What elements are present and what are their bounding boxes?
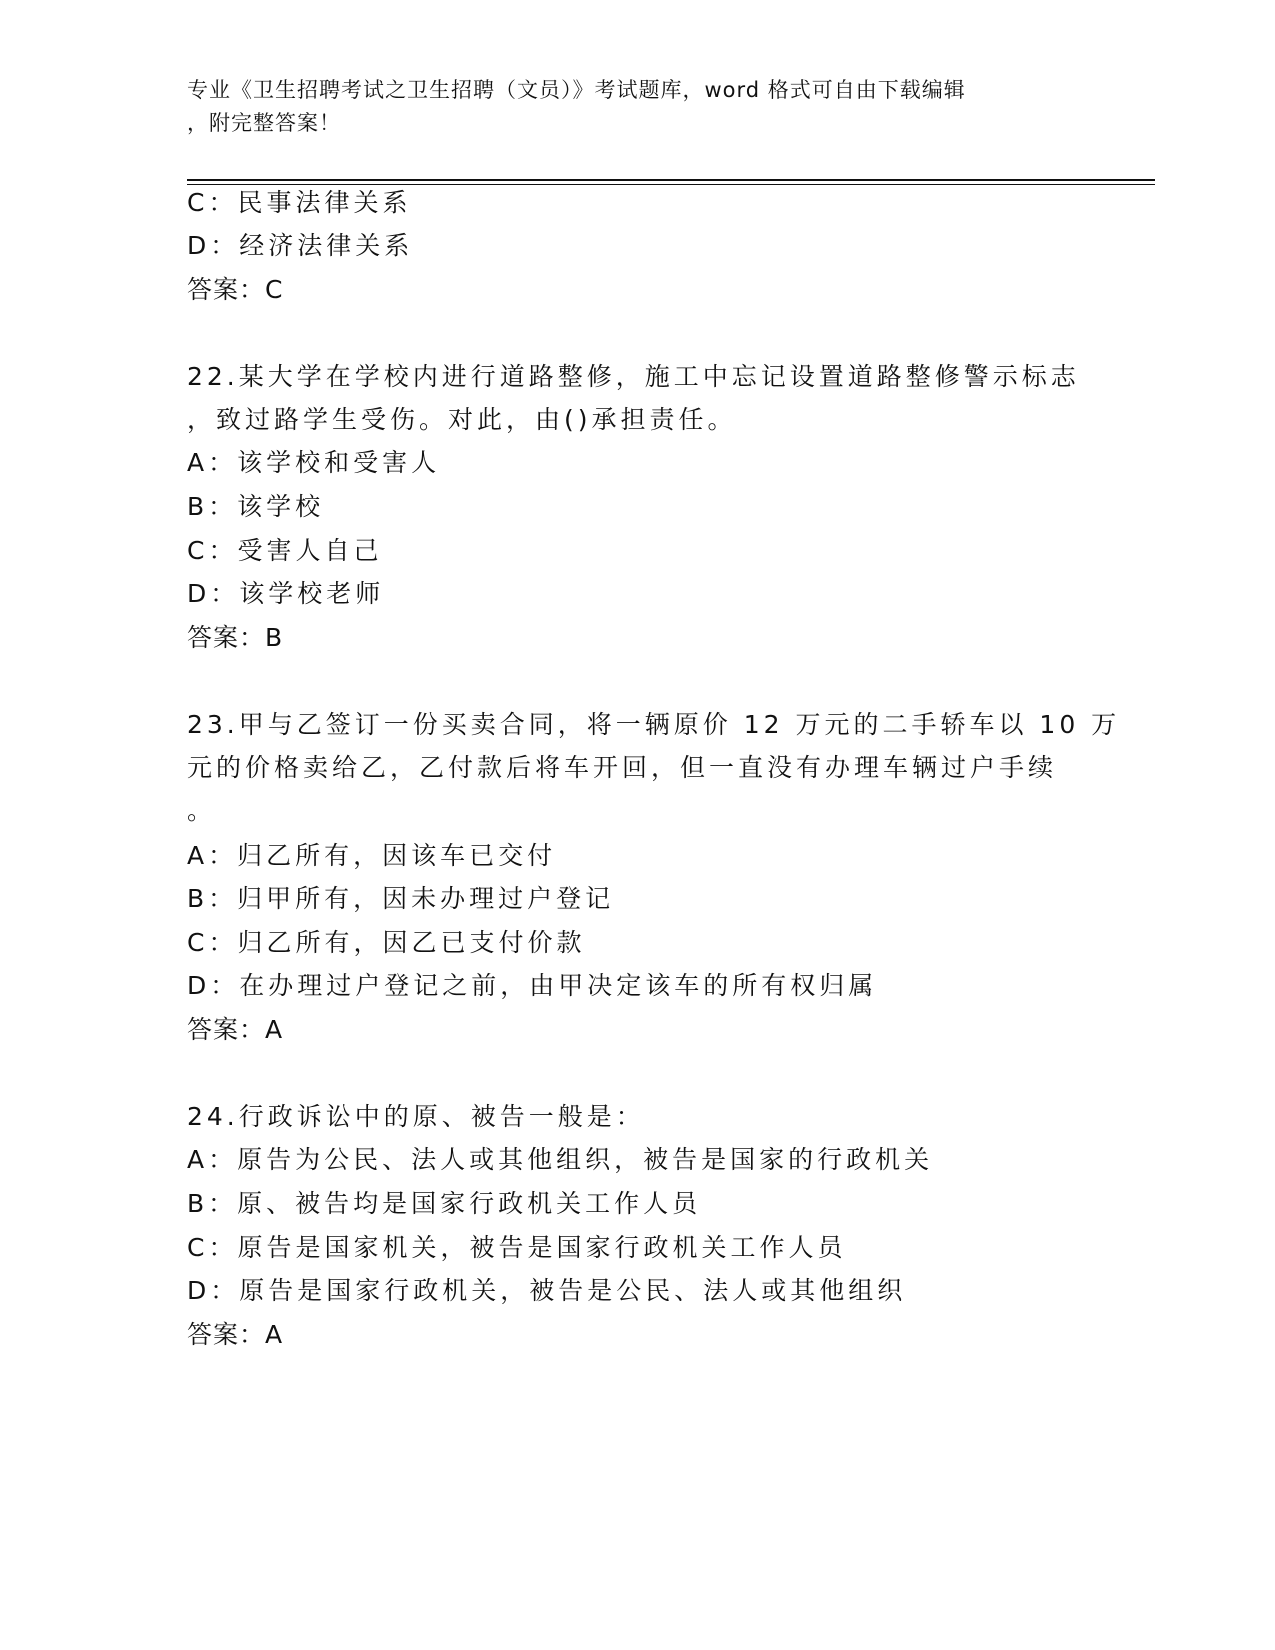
q22-option-c: C：受害人自己 [187, 536, 383, 565]
q22-option-a: A：该学校和受害人 [187, 448, 441, 477]
q24-option-c: C：原告是国家机关，被告是国家行政机关工作人员 [187, 1233, 847, 1262]
q23-stem-line-2: 元的价格卖给乙，乙付款后将车开回，但一直没有办理车辆过户手续 [187, 753, 1058, 782]
q24-option-d: D：原告是国家行政机关，被告是公民、法人或其他组织 [187, 1276, 907, 1305]
q22-option-b: B：该学校 [187, 492, 325, 521]
q23-stem-line-1: 23.甲与乙签订一份买卖合同，将一辆原价 12 万元的二手轿车以 10 万 [187, 710, 1121, 739]
q23-option-c: C：归乙所有，因乙已支付价款 [187, 928, 586, 957]
header-divider-thick [187, 179, 1155, 181]
q24-answer: 答案：A [187, 1320, 284, 1349]
q23-option-d: D：在办理过户登记之前，由甲决定该车的所有权归属 [187, 971, 878, 1000]
q24-option-a: A：原告为公民、法人或其他组织，被告是国家的行政机关 [187, 1145, 934, 1174]
q23-stem-line-3: 。 [187, 796, 217, 825]
q22-answer: 答案：B [187, 623, 284, 652]
q24-option-b: B：原、被告均是国家行政机关工作人员 [187, 1189, 702, 1218]
page-header [187, 74, 1067, 140]
q23-option-b: B：归甲所有，因未办理过户登记 [187, 884, 615, 913]
q21-option-c: C：民事法律关系 [187, 188, 412, 217]
header-line-1: 专业《卫生招聘考试之卫生招聘（文员）》考试题库，word 格式可自由下载编辑 [187, 78, 966, 102]
q21-option-d: D：经济法律关系 [187, 231, 414, 260]
q22-stem-line-1: 22.某大学在学校内进行道路整修，施工中忘记设置道路整修警示标志 [187, 362, 1080, 391]
header-divider-thin [187, 184, 1155, 185]
q24-stem-line-1: 24.行政诉讼中的原、被告一般是： [187, 1102, 645, 1131]
q23-answer: 答案：A [187, 1015, 284, 1044]
q22-stem-line-2: ，致过路学生受伤。对此，由()承担责任。 [187, 405, 737, 434]
q22-option-d: D：该学校老师 [187, 579, 385, 608]
header-line-2: ，附完整答案！ [187, 111, 341, 135]
q23-option-a: A：归乙所有，因该车已交付 [187, 841, 557, 870]
q21-answer: 答案：C [187, 275, 284, 304]
